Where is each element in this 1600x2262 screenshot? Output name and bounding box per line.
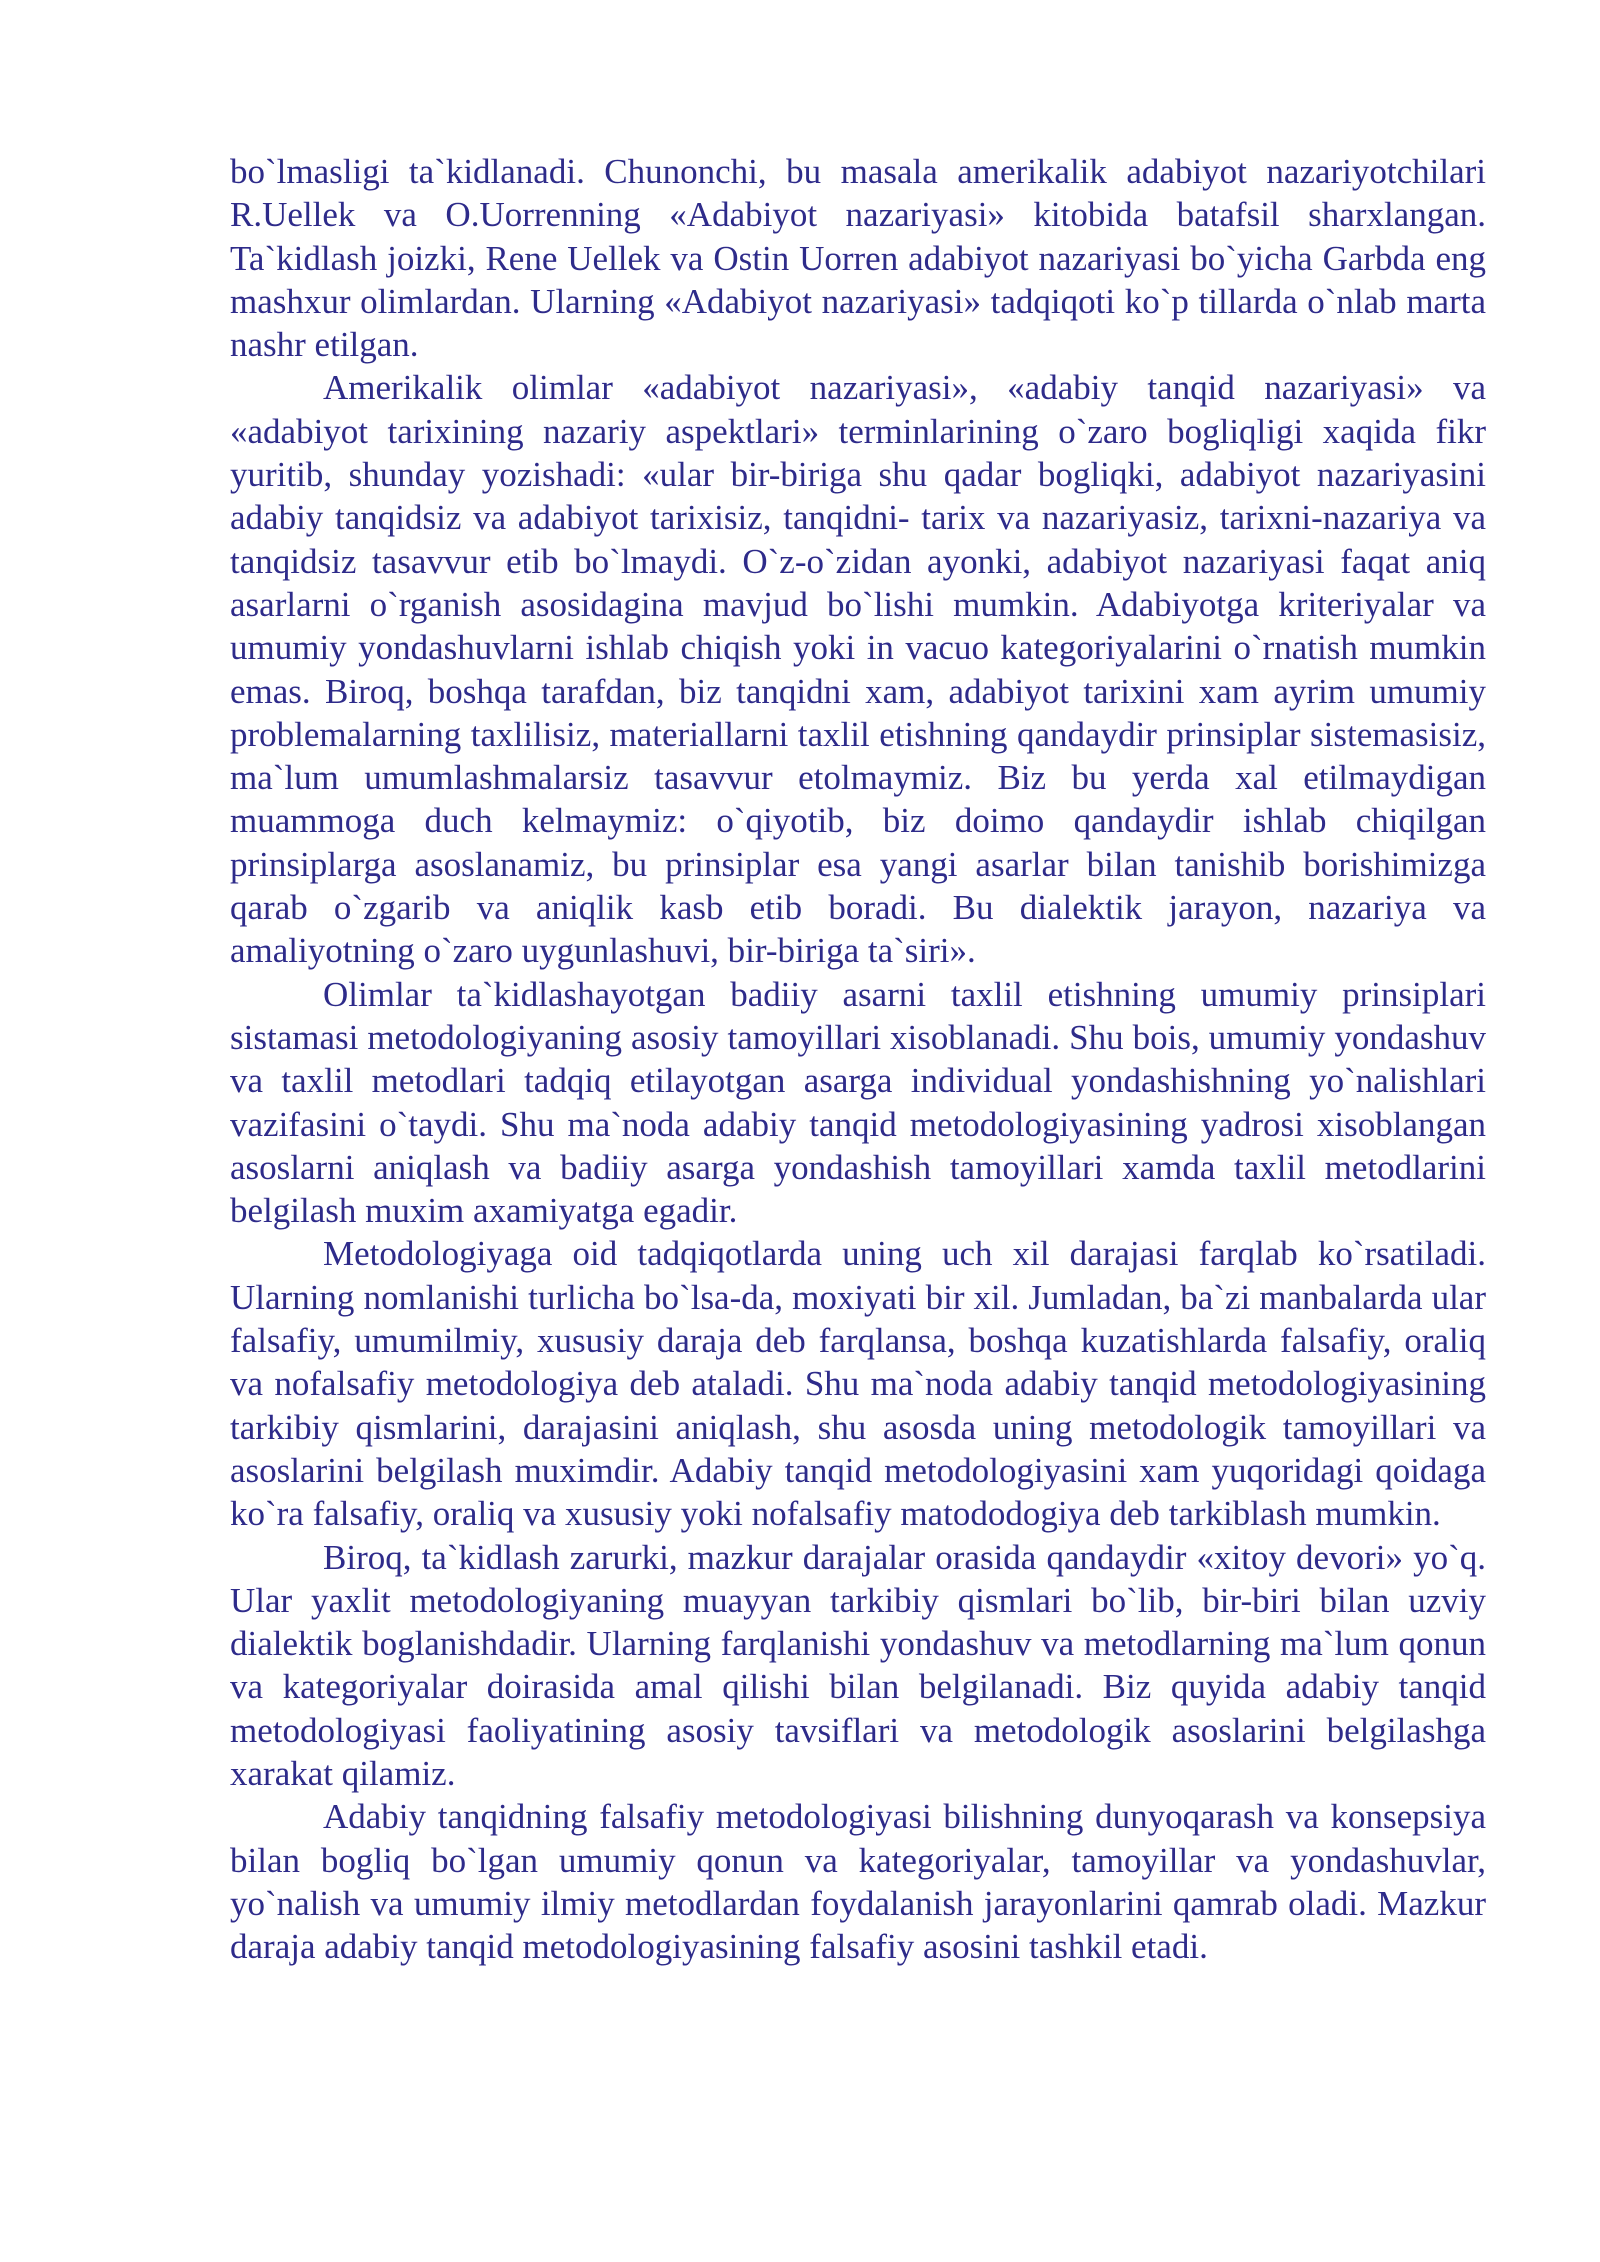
document-page [230, 150, 1486, 1968]
paragraph-1: bo`lmasligi ta`kidlanadi. Chunonchi, bu masala amerikalik adabiyot nazariyotchilari R.Uellek va O.Uorrenning «Adabiyot nazariyasi» kitobida batafsil sharxlangan. Ta`kidlash joizki, Rene Uellek va Ostin Uorren adabiyot nazariyasi bo`yicha Garbda eng mashxur olimlardan. Ularning «Adabiyot nazariyasi» tadqiqoti ko`p tillarda o`nlab marta nashr etilgan. [230, 152, 1486, 365]
paragraph-4: Metodologiyaga oid tadqiqotlarda uning uch xil darajasi farqlab ko`rsatiladi. Ularning nomlanishi turlicha bo`lsa-da, moxiyati bir xil. Jumladan, ba`zi manbalarda ular falsafiy, umumilmiy, xususiy daraja deb farqlansa, boshqa kuzatishlarda falsafiy, oraliq va nofalsafiy metodologiya deb ataladi. Shu ma`noda adabiy tanqid metodologiyasining tarkibiy qismlarini, darajasini aniqlash, shu asosda uning metodologik tamoyillari va asoslarini belgilash muximdir. Adabiy tanqid metodologiyasini xam yuqoridagi qoidaga ko`ra falsafiy, oraliq va xususiy yoki nofalsafiy matododogiya deb tarkiblash mumkin. [230, 1234, 1486, 1534]
paragraph-2: Amerikalik olimlar «adabiyot nazariyasi», «adabiy tanqid nazariyasi» va «adabiyot tarixining nazariy aspektlari» terminlarining o`zaro bogliqligi xaqida fikr yuritib, shunday yozishadi: «ular bir-biriga shu qadar bogliqki, adabiyot nazariyasini adabiy tanqidsiz va adabiyot tarixisiz, tanqidni- tarix va nazariyasiz, tarixni-nazariya va tanqidsiz tasavvur etib bo`lmaydi. O`z-o`zidan ayonki, adabiyot nazariyasi faqat aniq asarlarni o`rganish asosidagina mavjud bo`lishi mumkin. Adabiyotga kriteriyalar va umumiy yondashuvlarni ishlab chiqish yoki in vacuo kategoriyalarini o`rnatish mumkin emas. Biroq, boshqa tarafdan, biz tanqidni xam, adabiyot tarixini xam ayrim umumiy problemalarning taxlilisiz, materiallarni taxlil etishning qandaydir prinsiplar sistemasisiz, ma`lum umumlashmalarsiz tasavvur etolmaymiz. Biz bu yerda xal etilmaydigan muammoga duch kelmaymiz: o`qiyotib, biz doimo qandaydir ishlab chiqilgan prinsiplarga asoslanamiz, bu prinsiplar esa yangi asarlar bilan tanishib borishimizga qarab o`zgarib va aniqlik kasb etib boradi. Bu dialektik jarayon, nazariya va amaliyotning o`zaro uygunlashuvi, bir-biriga ta`siri». [230, 368, 1486, 971]
paragraph-3: Olimlar ta`kidlashayotgan badiiy asarni taxlil etishning umumiy prinsiplari sistamasi metodologiyaning asosiy tamoyillari xisoblanadi. Shu bois, umumiy yondashuv va taxlil metodlari tadqiq etilayotgan asarga individual yondashishning yo`nalishlari vazifasini o`taydi. Shu ma`noda adabiy tanqid metodologiyasining yadrosi xisoblangan asoslarni aniqlash va badiiy asarga yondashish tamoyillari xamda taxlil metodlarini belgilash muxim axamiyatga egadir. [230, 974, 1486, 1231]
paragraph-5: Biroq, ta`kidlash zarurki, mazkur darajalar orasida qandaydir «xitoy devori» yo`q. Ular yaxlit metodologiyaning muayyan tarkibiy qismlari bo`lib, bir-biri bilan uzviy dialektik boglanishdadir. Ularning farqlanishi yondashuv va metodlarning ma`lum qonun va kategoriyalar doirasida amal qilishi bilan belgilanadi. Biz quyida adabiy tanqid metodologiyasi faoliyatining asosiy tavsiflari va metodologik asoslarini belgilashga xarakat qilamiz. [230, 1537, 1486, 1793]
paragraph-6: Adabiy tanqidning falsafiy metodologiyasi bilishning dunyoqarash va konsepsiya bilan bogliq bo`lgan umumiy qonun va kategoriyalar, tamoyillar va yondashuvlar, yo`nalish va umumiy ilmiy metodlardan foydalanish jarayonlarini qamrab oladi. Mazkur daraja adabiy tanqid metodologiyasining falsafiy asosini tashkil etadi. [230, 1797, 1486, 1967]
